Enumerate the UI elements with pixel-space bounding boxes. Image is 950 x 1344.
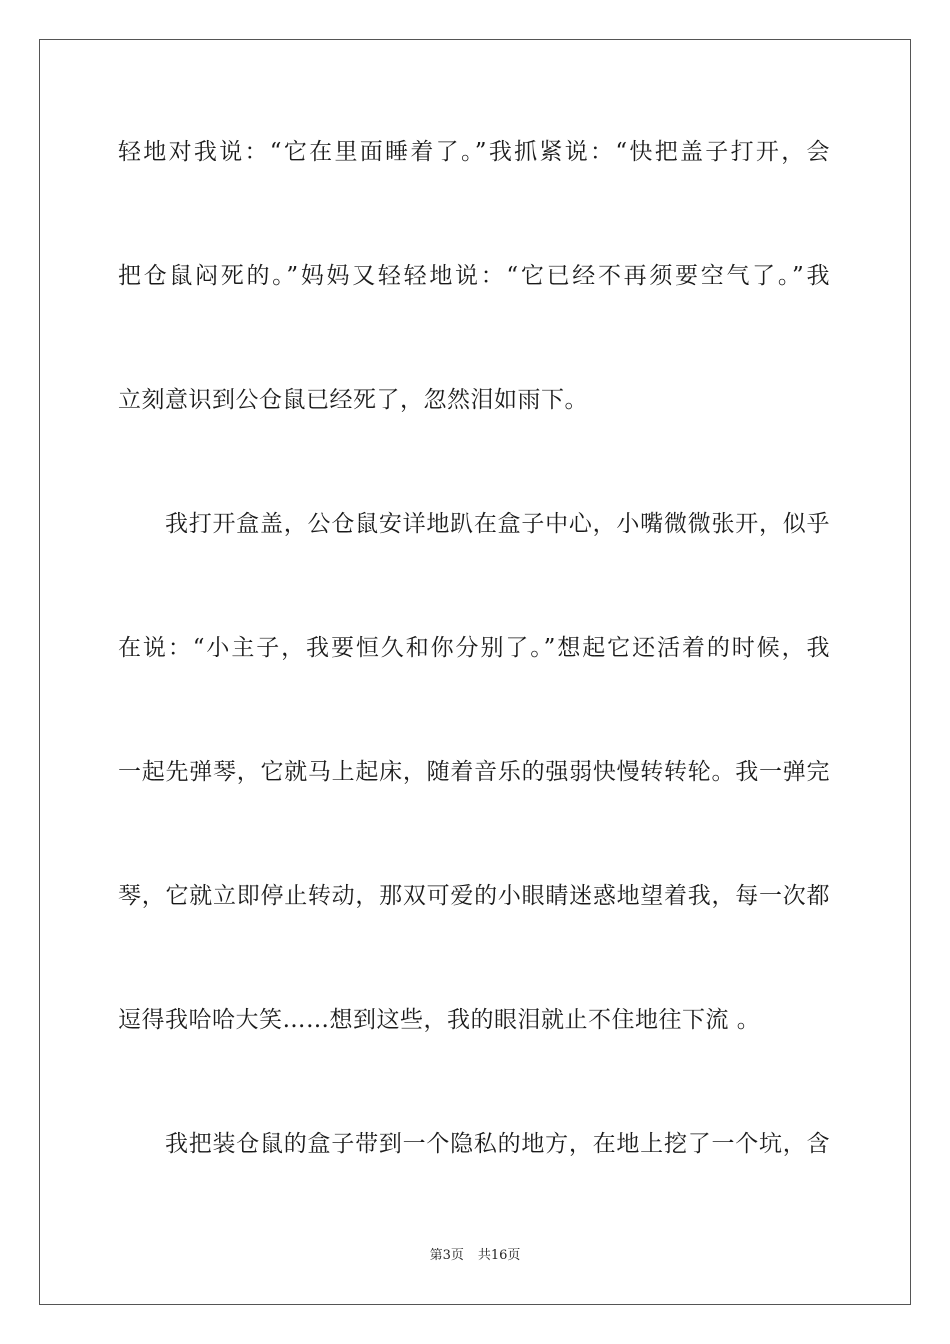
text-line-9: 我把装仓鼠的盒子带到一个隐私的地方，在地上挖了一个坑，含 bbox=[165, 1131, 830, 1157]
text-line-7: 琴，它就立即停止转动，那双可爱的小眼睛迷惑地望着我，每一次都 bbox=[118, 883, 830, 909]
text-line-6: 一起先弹琴，它就马上起床，随着音乐的强弱快慢转转轮。我一弹完 bbox=[118, 759, 830, 785]
text-line-4: 我打开盒盖，公仓鼠安详地趴在盒子中心，小嘴微微张开，似乎 bbox=[165, 511, 830, 537]
page-number: 第3页 bbox=[429, 1248, 464, 1263]
page-total: 共16页 bbox=[477, 1248, 521, 1263]
text-line-2: 把仓鼠闷死的。”妈妈又轻轻地说：“它已经不再须要空气了。”我 bbox=[118, 263, 830, 289]
text-line-1: 轻地对我说：“它在里面睡着了。”我抓紧说：“快把盖子打开，会 bbox=[118, 139, 830, 165]
page-border bbox=[39, 39, 911, 1305]
text-line-8: 逗得我哈哈大笑……想到这些，我的眼泪就止不住地往下流 。 bbox=[118, 1007, 761, 1033]
page-footer bbox=[0, 1247, 950, 1265]
text-line-3: 立刻意识到公仓鼠已经死了，忽然泪如雨下。 bbox=[118, 387, 588, 413]
text-line-5: 在说：“小主子，我要恒久和你分别了。”想起它还活着的时候，我 bbox=[118, 635, 830, 661]
